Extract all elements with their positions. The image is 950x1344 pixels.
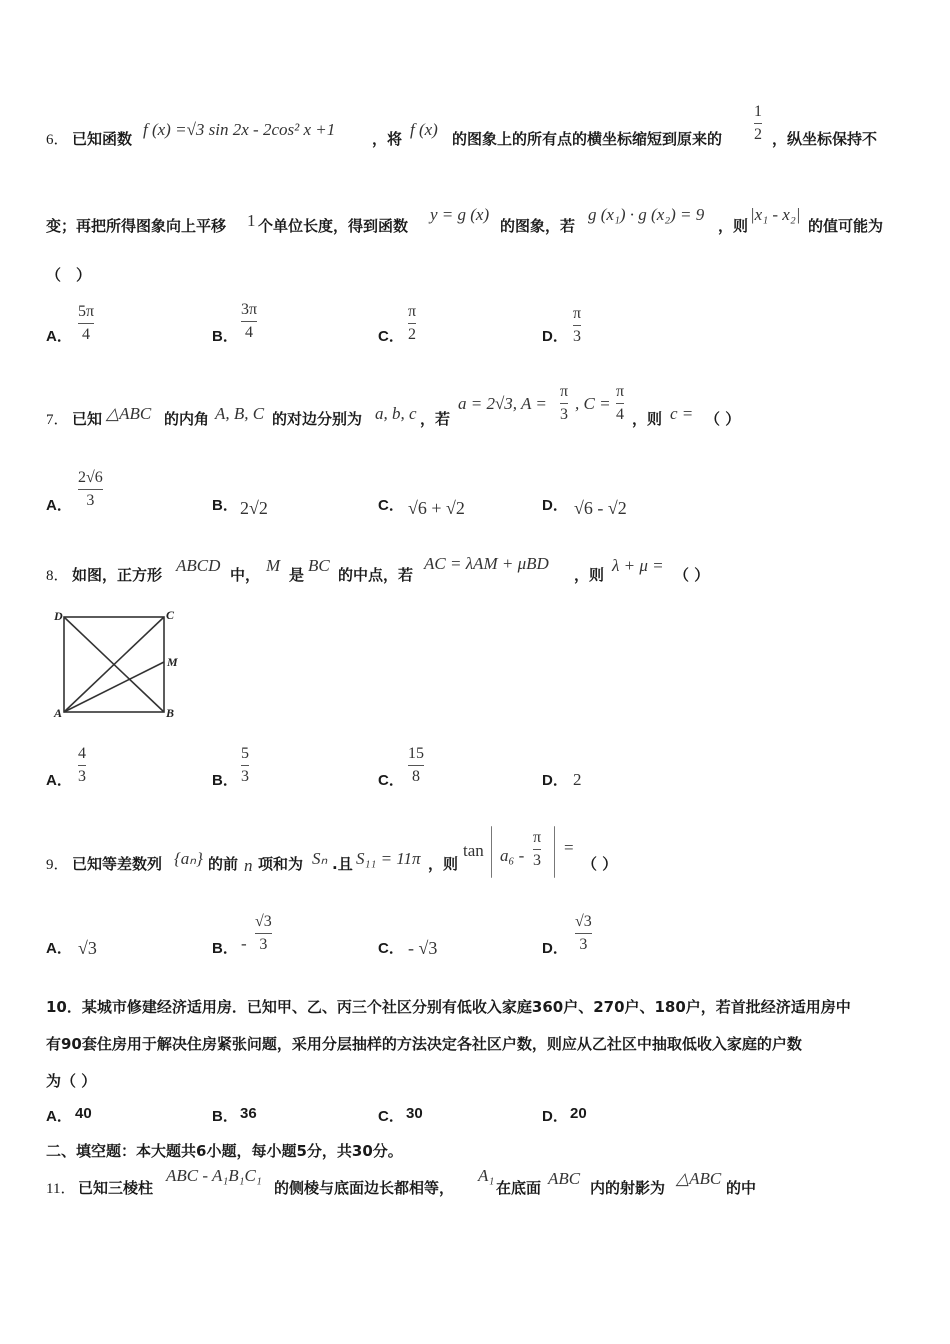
q8-segment-bc: BC	[308, 556, 330, 575]
q10-line-1: 10．某城市修建经济适用房．已知甲、乙、丙三个社区分别有低收入家庭360户、270户、180户，若首批经济适用房中	[46, 998, 851, 1016]
q9-text-5: ，则	[428, 855, 459, 873]
q8-text-4: 的中点，若	[338, 566, 414, 584]
q7-text-1: 已知	[72, 410, 103, 428]
q6-option-a-value[interactable]: 5π 4	[78, 303, 95, 343]
q9-text-4: .且	[332, 855, 353, 873]
q9-sum: Sₙ	[312, 849, 328, 868]
q9-option-a-value[interactable]: √3	[78, 938, 97, 958]
q9-option-d-value[interactable]: √3 3	[575, 913, 592, 953]
q7-option-d-label[interactable]: D．	[542, 497, 568, 514]
q7-given-a: a = 2√3, A =	[458, 394, 547, 413]
q9-sum-value: S₁₁ = 11π	[356, 849, 421, 868]
q9-option-c-label[interactable]: C．	[378, 940, 404, 957]
q11-base: ABC	[548, 1169, 581, 1188]
q6-text-6: 个单位长度，得到函数	[258, 217, 409, 235]
q8-text-3: 是	[289, 566, 305, 584]
q6-option-b-label[interactable]: B．	[212, 328, 238, 345]
q7-sides: a, b, c	[375, 404, 417, 423]
q10-option-d-label[interactable]: D．	[542, 1108, 568, 1125]
q7-option-a-value[interactable]: 2√6 3	[78, 469, 103, 509]
q6-option-d-label[interactable]: D．	[542, 328, 568, 345]
q8-label-c: C	[166, 608, 175, 622]
q6-option-d-value[interactable]: π 3	[573, 305, 582, 345]
q7-text-3: 的对边分别为	[272, 410, 363, 428]
q9-paren-left	[491, 826, 493, 878]
q7-option-c-label[interactable]: C．	[378, 497, 404, 514]
q10-option-a-label[interactable]: A．	[46, 1108, 72, 1125]
q8-option-a-value[interactable]: 4 3	[78, 745, 86, 785]
q10-option-c-value[interactable]: 30	[406, 1105, 423, 1122]
q8-number: 8．	[46, 568, 69, 584]
q7-option-b-value[interactable]: 2√2	[240, 498, 268, 518]
q6-function-f: f (x) =√3 sin 2x - 2cos² x +1	[143, 120, 336, 139]
q7-text-2: 的内角	[164, 410, 210, 428]
q8-answer-paren: （ ）	[674, 566, 710, 584]
q9-equals: =	[564, 838, 574, 857]
q6-text-7: 的图象，若	[500, 217, 576, 235]
q9-text-1: 已知等差数列	[72, 855, 163, 873]
q10-line-2: 有90套住房用于解决住房紧张问题，采用分层抽样的方法决定各社区户数，则应从乙社区中抽取低收入家庭的户数	[46, 1035, 802, 1053]
q6-function-ref: f (x)	[410, 120, 438, 139]
q11-vertex-a1: A₁	[478, 1166, 495, 1185]
q6-fraction-half	[754, 102, 762, 145]
q8-segment-am	[64, 662, 164, 712]
q9-tan-frac: π 3	[533, 829, 542, 869]
q8-point-m: M	[266, 556, 281, 575]
q11-text-4: 内的射影为	[590, 1179, 666, 1197]
q9-number: 9．	[46, 857, 69, 873]
q7-angles: A, B, C	[215, 404, 265, 423]
q8-option-c-value[interactable]: 15 8	[408, 745, 424, 785]
q9-option-d-label[interactable]: D．	[542, 940, 568, 957]
q6-fraction-den: 2	[754, 126, 762, 143]
q11-text-3: 在底面	[496, 1179, 542, 1197]
q9-option-a-label[interactable]: A．	[46, 940, 72, 957]
q7-option-a-label[interactable]: A．	[46, 497, 72, 514]
q8-text-2: 中，	[230, 566, 261, 584]
q6-text-5: 变；再把所得图象向上平移	[46, 217, 227, 235]
q11-triangle: △ABC	[676, 1169, 722, 1188]
q7-text-4: ，若	[420, 410, 451, 428]
q8-option-a-label[interactable]: A．	[46, 772, 72, 789]
q8-text-1: 如图，正方形	[72, 566, 163, 584]
q7-number: 7．	[46, 412, 69, 428]
q6-text-2: ，将	[372, 130, 403, 148]
q11-text-1: 已知三棱柱	[78, 1179, 154, 1197]
q8-vector-equation: AC = λAM + μBD	[424, 554, 549, 573]
q7-answer-paren: （ ）	[705, 410, 741, 428]
q6-option-a-label[interactable]: A．	[46, 328, 72, 345]
q8-text-5: ，则	[574, 566, 605, 584]
q11-number: 11．	[46, 1181, 76, 1197]
q7-option-b-label[interactable]: B．	[212, 497, 238, 514]
q7-given-A-frac: π 3	[560, 383, 569, 423]
q7-triangle: △ABC	[106, 404, 152, 423]
q10-option-d-value[interactable]: 20	[570, 1105, 587, 1122]
q6-shift-value: 1	[247, 211, 256, 230]
q8-label-d: D	[54, 609, 63, 623]
q8-label-m: M	[167, 655, 178, 669]
q6-fraction-num: 1	[754, 103, 762, 120]
q7-option-c-value[interactable]: √6 + √2	[408, 498, 465, 518]
section-2-heading: 二、填空题：本大题共6小题，每小题5分，共30分。	[46, 1142, 403, 1160]
q8-label-a: A	[54, 706, 63, 720]
q6-number: 6．	[46, 132, 69, 148]
q7-text-5: ，则	[632, 410, 663, 428]
q9-option-c-value[interactable]: - √3	[408, 938, 438, 958]
q10-option-a-value[interactable]: 40	[75, 1105, 92, 1122]
q10-line-3: 为（ ）	[46, 1072, 97, 1090]
q9-text-2: 的前	[208, 855, 239, 873]
q9-tan: tan	[463, 841, 484, 860]
q11-prism: ABC - A₁B₁C₁	[166, 1166, 262, 1185]
q9-paren-right	[553, 826, 555, 878]
q7-given-C: , C =	[575, 394, 611, 413]
q8-square-figure	[46, 605, 186, 720]
q8-target: λ + μ =	[612, 556, 664, 575]
q6-option-b-value[interactable]: 3π 4	[241, 301, 258, 341]
q10-option-b-value[interactable]: 36	[240, 1105, 257, 1122]
q7-option-d-value[interactable]: √6 - √2	[574, 498, 627, 518]
q6-answer-paren: （ ）	[46, 266, 92, 284]
q7-target: c =	[670, 404, 694, 423]
q8-option-d-label[interactable]: D．	[542, 772, 568, 789]
q6-text-1: 已知函数	[72, 130, 133, 148]
q8-square: ABCD	[176, 556, 221, 575]
q10-option-c-label[interactable]: C．	[378, 1108, 404, 1125]
q7-given-C-frac: π 4	[616, 383, 625, 423]
q9-n: n	[244, 856, 253, 875]
q9-tan-arg: a₆ -	[500, 846, 525, 865]
q8-label-b: B	[166, 706, 175, 720]
q9-option-b-sign[interactable]: -	[241, 934, 247, 953]
q6-text-4: ，纵坐标保持不	[772, 130, 878, 148]
q11-text-2: 的侧棱与底面边长都相等，	[274, 1179, 455, 1197]
q9-answer-paren: （ ）	[582, 855, 618, 873]
q8-option-b-value[interactable]: 5 3	[241, 745, 249, 785]
q8-option-c-label[interactable]: C．	[378, 772, 404, 789]
q6-option-c-label[interactable]: C．	[378, 328, 404, 345]
q9-text-3: 项和为	[258, 855, 304, 873]
q8-option-b-label[interactable]: B．	[212, 772, 238, 789]
q6-abs-difference: |x₁ - x₂|	[750, 205, 801, 224]
q6-text-8: ，则	[718, 217, 749, 235]
q9-option-b-label[interactable]: B．	[212, 940, 238, 957]
q11-text-5: 的中	[726, 1179, 757, 1197]
q8-option-d-value[interactable]: 2	[573, 770, 582, 789]
q6-condition: g (x₁) · g (x₂) = 9	[588, 205, 705, 224]
q6-text-9: 的值可能为	[808, 217, 884, 235]
q6-function-g: y = g (x)	[430, 205, 490, 224]
q9-option-b-value[interactable]: √3 3	[255, 913, 272, 953]
q10-option-b-label[interactable]: B．	[212, 1108, 238, 1125]
q6-option-c-value[interactable]: π 2	[408, 303, 417, 343]
q6-text-3: 的图象上的所有点的横坐标缩短到原来的	[452, 130, 723, 148]
q9-sequence: {aₙ}	[174, 849, 203, 868]
